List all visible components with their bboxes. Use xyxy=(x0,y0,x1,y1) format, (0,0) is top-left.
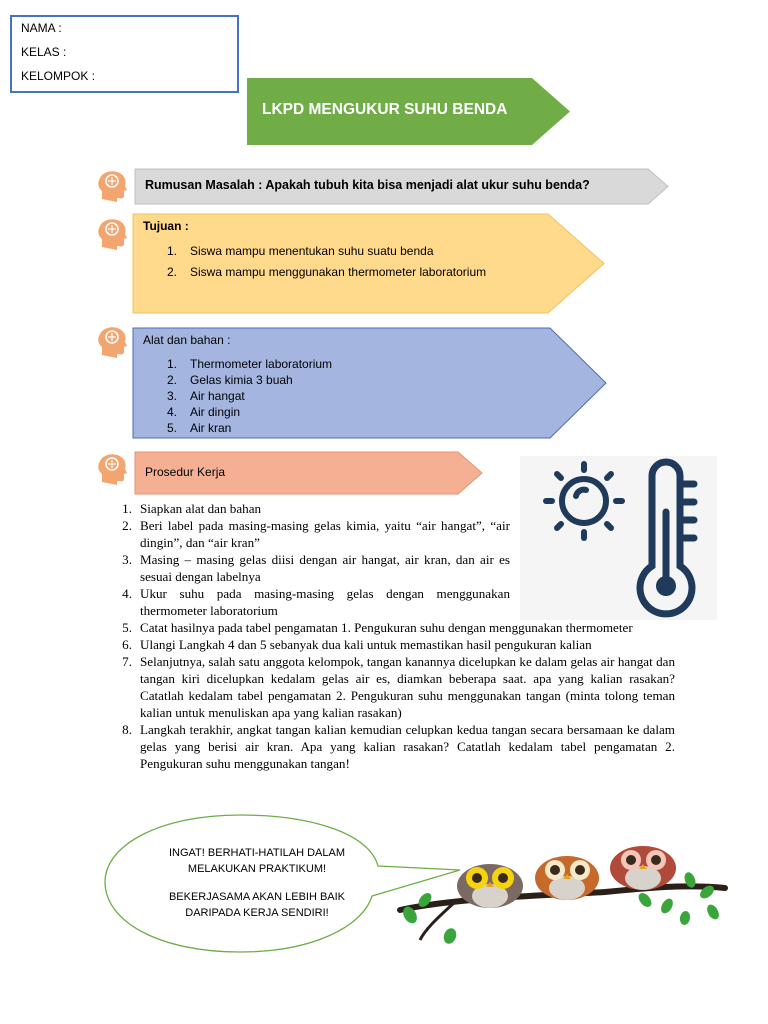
list-item xyxy=(112,619,675,636)
list-number: 1. xyxy=(167,357,178,371)
list-number: 3. xyxy=(167,389,178,403)
group-label: KELOMPOK : xyxy=(21,69,96,83)
owls-on-branch-illustration xyxy=(395,840,730,950)
list-item xyxy=(112,636,675,653)
material-item: Air hangat xyxy=(190,389,245,403)
brain-head-icon xyxy=(97,325,129,359)
list-number: 3. xyxy=(122,552,132,567)
brain-head-icon xyxy=(97,217,129,251)
step-text: Selanjutnya, salah satu anggota kelompok, tangan kanannya dicelupkan ke dalam gelas air hangat dan tangan kiri dicelupkan kedalam gelas air es, diamkan beberapa saat. apa yang kalian rasakan? Catatlah kedalam tabel pengamatan 2. Pengukuran suhu menggunakan tangan (minta tolong teman kalian untuk menuliskan apa yang kalian rasakan) xyxy=(140,654,675,720)
goals-arrow xyxy=(132,213,606,314)
materials-heading: Alat dan bahan : xyxy=(143,333,231,347)
list-number: 1. xyxy=(167,244,178,258)
class-label: KELAS : xyxy=(21,45,67,59)
list-item xyxy=(112,500,675,517)
brain-head-icon xyxy=(97,169,129,203)
list-number: 4. xyxy=(167,405,178,419)
page-title: LKPD MENGUKUR SUHU BENDA xyxy=(262,101,508,118)
procedure-heading: Prosedur Kerja xyxy=(145,465,226,479)
owl-icon xyxy=(535,856,599,900)
material-item: Air dingin xyxy=(190,405,241,419)
list-item xyxy=(112,653,675,721)
step-text: Masing – masing gelas diisi dengan air hangat, air kran, dan air es sesuai dengan labelnya xyxy=(140,552,510,584)
goal-item: Siswa mampu menggunakan thermometer laboratorium xyxy=(190,265,487,279)
goals-heading: Tujuan : xyxy=(143,219,189,233)
step-text: Ukur suhu pada masing-masing gelas dengan menggunakan thermometer laboratorium xyxy=(140,586,510,618)
step-text: Siapkan alat dan bahan xyxy=(140,501,262,516)
reminder-line-2: BEKERJASAMA AKAN LEBIH BAIK DARIPADA KERJA SENDIRI! xyxy=(168,891,346,919)
list-number: 5. xyxy=(122,620,132,635)
list-number: 5. xyxy=(167,421,178,435)
list-number: 8. xyxy=(122,722,132,737)
step-text: Ulangi Langkah 4 dan 5 sebanyak dua kali untuk memastikan hasil pengukuran kalian xyxy=(140,637,592,652)
list-number: 2. xyxy=(167,265,178,279)
goal-item: Siswa mampu menentukan suhu suatu benda xyxy=(190,244,434,258)
problem-statement: Rumusan Masalah : Apakah tubuh kita bisa menjadi alat ukur suhu benda? xyxy=(145,178,590,192)
list-item xyxy=(112,721,675,772)
procedure-steps xyxy=(112,500,675,772)
list-number: 2. xyxy=(167,373,178,387)
material-item: Air kran xyxy=(190,421,232,435)
material-item: Gelas kimia 3 buah xyxy=(190,373,293,387)
name-label: NAMA : xyxy=(21,21,62,35)
owl-icon xyxy=(457,864,523,908)
list-number: 1. xyxy=(122,501,132,516)
list-item xyxy=(112,585,675,619)
list-number: 4. xyxy=(122,586,132,601)
list-number: 2. xyxy=(122,518,132,533)
step-text: Beri label pada masing-masing gelas kimia, yaitu “air hangat”, “air dingin”, dan “air kran” xyxy=(140,518,510,550)
owl-icon xyxy=(610,846,676,890)
brain-head-icon xyxy=(97,452,129,486)
reminder-text xyxy=(148,845,366,933)
list-number: 6. xyxy=(122,637,132,652)
step-text: Catat hasilnya pada tabel pengamatan 1. Pengukuran suhu dengan menggunakan thermometer xyxy=(140,620,633,635)
list-item xyxy=(112,551,675,585)
identity-box xyxy=(10,15,239,93)
list-item xyxy=(112,517,675,551)
reminder-line-1: INGAT! BERHATI-HATILAH DALAM MELAKUKAN PRAKTIKUM! xyxy=(168,847,346,875)
step-text: Langkah terakhir, angkat tangan kalian kemudian celupkan kedua tangan secara bersamaan ke dalam gelas yang berisi air kran. Apa yang kalian rasakan? Catatlah kedalam tabel pengamatan 2. Pengukuran suhu menggunakan tangan! xyxy=(140,722,675,771)
material-item: Thermometer laboratorium xyxy=(190,357,333,371)
list-number: 7. xyxy=(122,654,132,669)
